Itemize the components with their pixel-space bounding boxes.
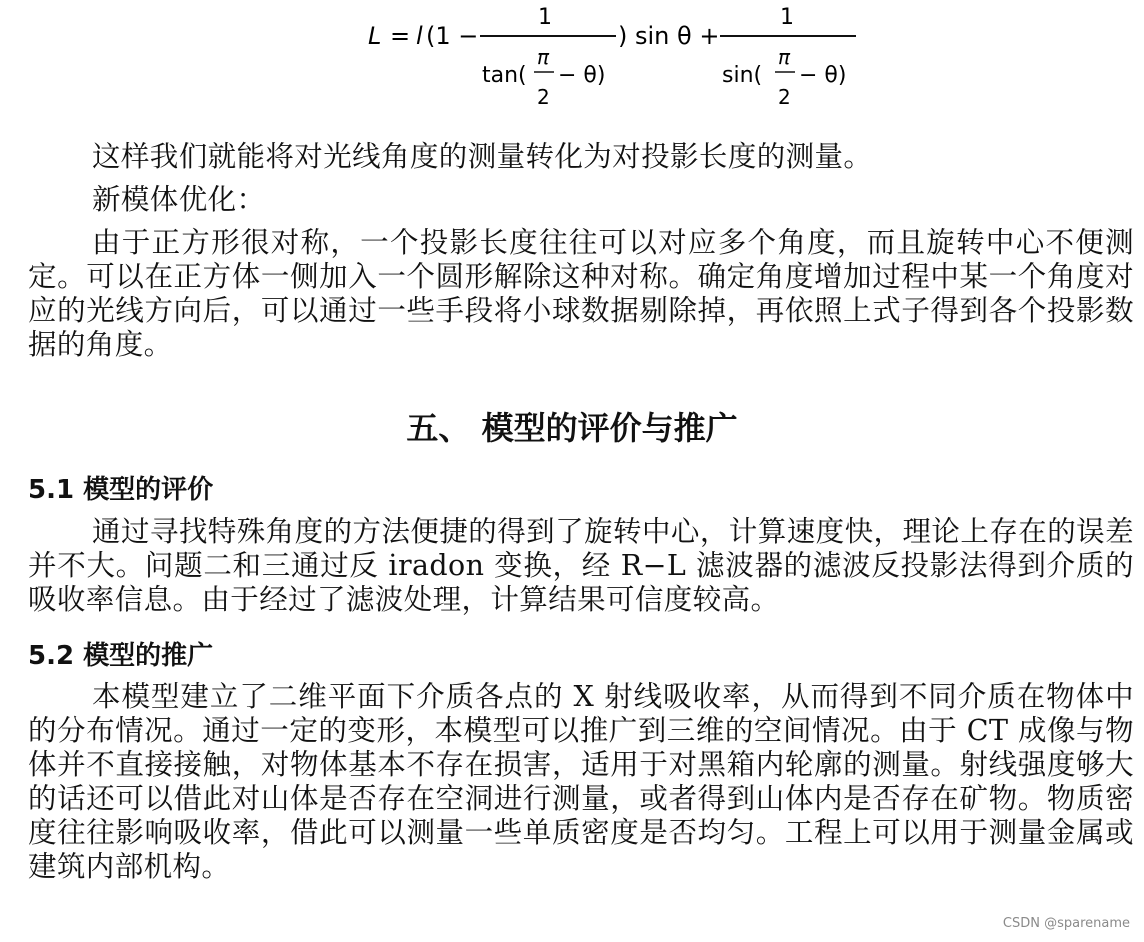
watermark: CSDN @sparename [1002,916,1130,931]
formula-pi-2: π [778,45,791,69]
paragraph-evaluation: 通过寻找特殊角度的方法便捷的得到了旋转中心，计算速度快，理论上存在的误差并不大。问题二和三通过反 iradon 变换，经 R−L 滤波器的滤波反投影法得到介质的吸收率信息。由于经过了滤波处理，计算结果可信度较高。 [28,515,1134,616]
paragraph-conversion: 这样我们就能将对光线角度的测量转化为对投影长度的测量。 [92,140,873,173]
formula-eq: = [390,22,411,50]
subsection-heading-evaluation: 5.1 模型的评价 [28,475,214,505]
formula-pi-1: π [537,45,550,69]
formula-l: l [416,22,423,50]
formula-minus-theta-2: − θ) [799,63,847,88]
formula-num2: 1 [780,5,794,30]
subsection-heading-extension: 5.2 模型的推广 [28,641,214,671]
paragraph-phantom-optimization: 由于正方形很对称，一个投影长度往往可以对应多个角度，而且旋转中心不便测定。可以在正方体一侧加入一个圆形解除这种对称。确定角度增加过程中某一个角度对应的光线方向后，可以通过一些手段将小球数据剔除掉，再依照上式子得到各个投影数据的角度。 [28,226,1134,361]
formula [360,2,880,114]
paragraph-extension: 本模型建立了二维平面下介质各点的 X 射线吸收率，从而得到不同介质在物体中的分布情况。通过一定的变形，本模型可以推广到三维的空间情况。由于 CT 成像与物体并不直接接触，对物体基本不存在损害，适用于对黑箱内轮廓的测量。射线强度够大的话还可以借此对山体是否存在空洞进行测量，或者得到山体内是否存在矿物。物质密度往往影响吸收率，借此可以测量一些单质密度是否均匀。工程上可以用于测量金属或建筑内部机构。 [28,680,1134,883]
formula-lhs: L [368,22,382,50]
paragraph-new-phantom: 新模体优化： [92,183,266,216]
section-title: 五、 模型的评价与推广 [406,409,738,447]
formula-den2-prefix: sin( [722,63,763,88]
formula-two-1: 2 [537,85,550,109]
formula-close-sin: ) sin θ + [618,22,720,50]
formula-two-2: 2 [778,85,791,109]
formula-minus-theta-1: − θ) [558,63,606,88]
formula-num1: 1 [538,5,552,30]
formula-den1-prefix: tan( [482,63,527,88]
formula-one-minus: (1 − [426,22,479,50]
formula-svg [360,2,880,114]
